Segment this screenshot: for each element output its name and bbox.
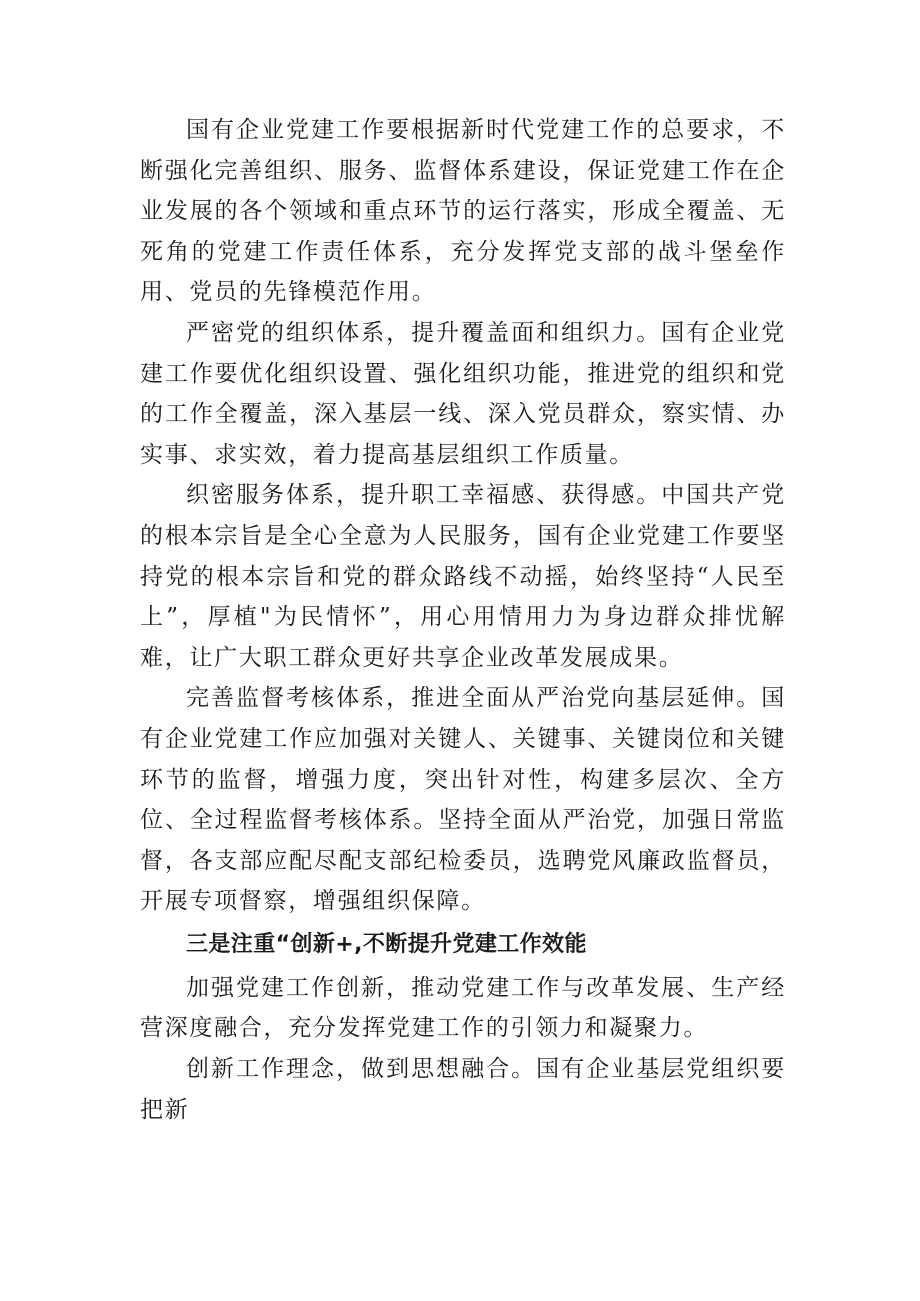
paragraph-innovation-intro: 加强党建工作创新，推动党建工作与改革发展、生产经营深度融合，充分发挥党建工作的引领力和凝聚力。 (140, 974, 786, 1042)
section-heading-innovation: 三是注重“创新+,不断提升党建工作效能 (186, 931, 587, 957)
paragraph-innovation-concept: 创新工作理念，做到思想融合。国有企业基层党组织要把新 (140, 1056, 786, 1123)
paragraph-organization-system: 严密党的组织体系，提升覆盖面和组织力。国有企业党建工作要优化组织设置、强化组织功能，推进党的组织和党的工作全覆盖，深入基层一线、深入党员群众，察实情、办实事、求实效，着力提高基层组织工作质量。 (140, 319, 786, 468)
document-page (140, 110, 786, 1130)
paragraph-intro: 国有企业党建工作要根据新时代党建工作的总要求，不断强化完善组织、服务、监督体系建设，保证党建工作在企业发展的各个领域和重点环节的运行落实，形成全覆盖、无死角的党建工作责任体系，充分发挥党支部的战斗堡垒作用、党员的先锋模范作用。 (140, 117, 786, 306)
paragraph-service-system: 织密服务体系，提升职工幸福感、获得感。中国共产党的根本宗旨是全心全意为人民服务，国有企业党建工作要坚持党的根本宗旨和党的群众路线不动摇，始终坚持“人民至上”，厚植"为民情怀”，用心用情用力为身边群众排忧解难，让广大职工群众更好共享企业改革发展成果。 (140, 482, 786, 671)
paragraph-supervision-system: 完善监督考核体系，推进全面从严治党向基层延伸。国有企业党建工作应加强对关键人、关键事、关键岗位和关键环节的监督，增强力度，突出针对性，构建多层次、全方位、全过程监督考核体系。坚持全面从严治党，加强日常监督，各支部应配尽配支部纪检委员，选聘党风廉政监督员，开展专项督察，增强组织保障。 (140, 685, 786, 915)
